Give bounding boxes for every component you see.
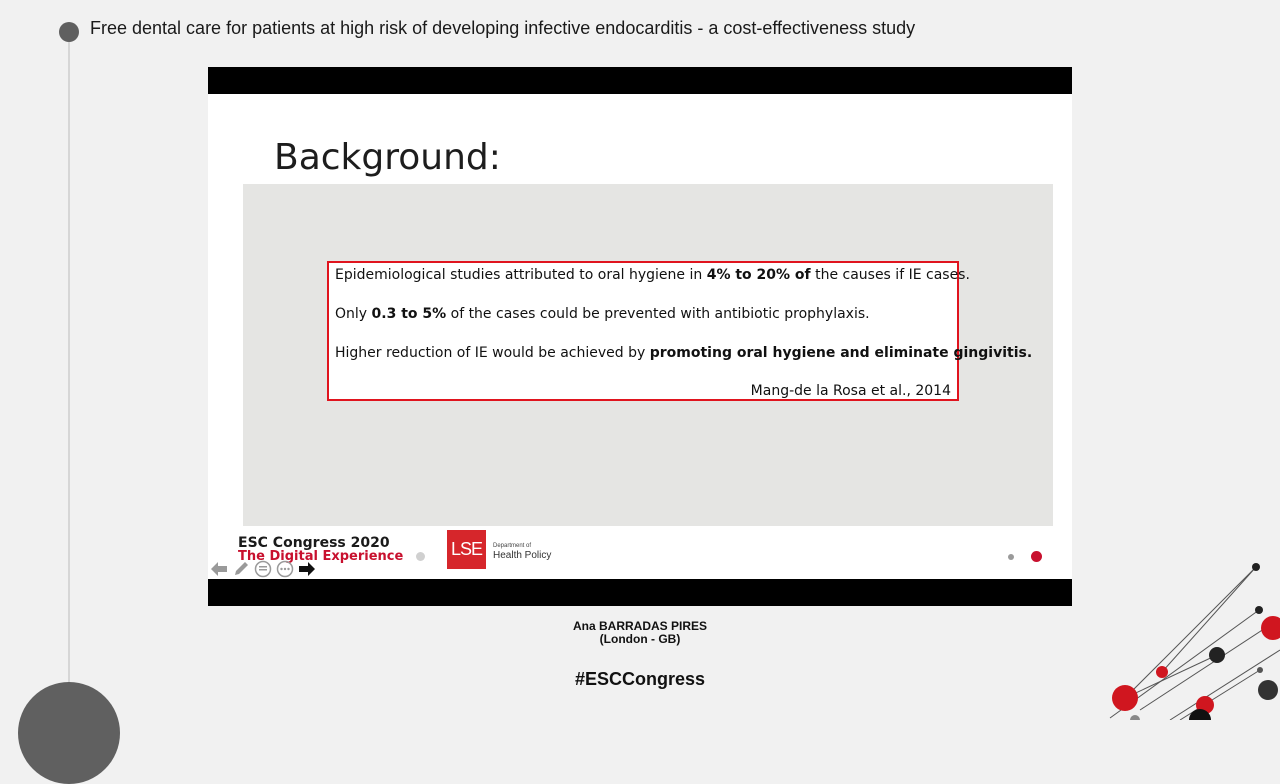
pen-icon[interactable]: [232, 560, 250, 578]
more-icon[interactable]: [276, 560, 294, 578]
quote-line-2: Only 0.3 to 5% of the cases could be prevented with antibiotic prophylaxis.: [335, 306, 870, 322]
back-arrow-icon[interactable]: [210, 560, 228, 578]
quote-line-3: Higher reduction of IE would be achieved by promoting oral hygiene and eliminate gingivitis.: [335, 345, 1033, 361]
page-indicator-dot-active: [1031, 551, 1042, 562]
molecule-decoration: [1080, 540, 1280, 720]
quote-line-1: Epidemiological studies attributed to oral hygiene in 4% to 20% of the causes if IE cases.: [335, 267, 970, 283]
quote-box: [327, 261, 1033, 401]
lse-logo: LSE: [447, 530, 486, 569]
talk-title: Free dental care for patients at high risk of developing infective endocarditis - a cost-effectiveness study: [90, 18, 916, 38]
department-prefix: Department of: [493, 543, 532, 549]
separator-dot: [416, 552, 425, 561]
speaker-location: (London - GB): [599, 632, 681, 646]
slides-icon[interactable]: [254, 560, 272, 578]
content-panel: [243, 184, 1053, 526]
speaker-name: Ana BARRADAS PIRES: [572, 619, 707, 633]
letterbox-top: [208, 67, 1072, 94]
letterbox-bottom: [208, 579, 1072, 606]
forward-arrow-icon[interactable]: [298, 560, 316, 578]
congress-name: ESC Congress 2020: [238, 535, 390, 551]
slide-heading: Background:: [274, 137, 501, 178]
hashtag: #ESCCongress: [574, 669, 706, 689]
slide-controls: [210, 559, 316, 579]
citation: Mang-de la Rosa et al., 2014: [750, 383, 951, 399]
timeline-end-circle: [18, 682, 120, 784]
page-indicator-dot: [1008, 554, 1014, 560]
department-name: Health Policy: [493, 550, 552, 561]
slide-viewer: [208, 67, 1072, 606]
congress-subtitle: The Digital Experience: [238, 549, 404, 564]
timeline-dot: [59, 22, 79, 42]
timeline-line: [68, 32, 70, 720]
